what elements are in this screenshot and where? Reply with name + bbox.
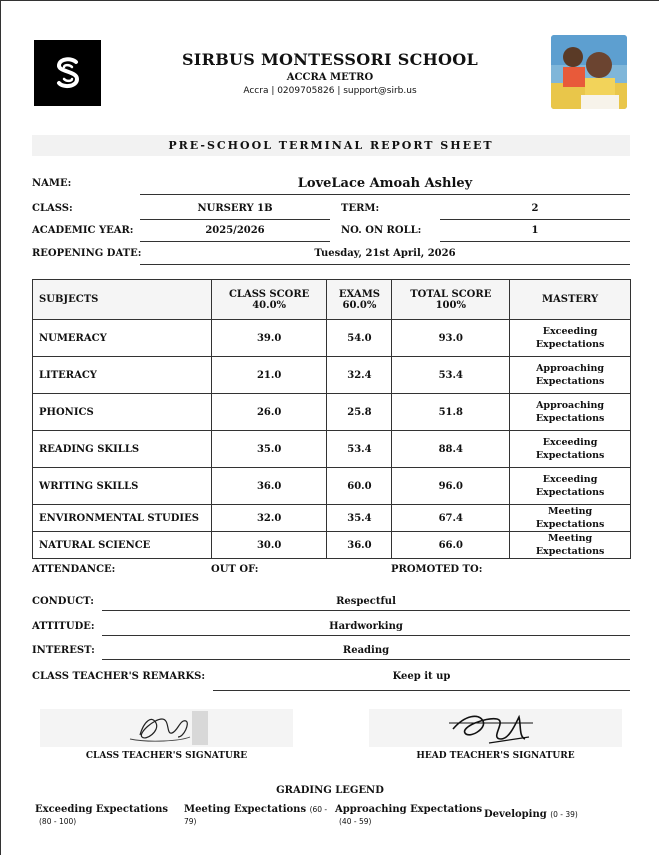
roll-underline (440, 241, 630, 242)
legend-meeting-range-b: 79) (184, 817, 197, 826)
class-score-header: CLASS SCORE 40.0% (211, 280, 327, 320)
attitude-label: ATTITUDE: (32, 621, 95, 632)
legend-exceeding: Exceeding Expectations (35, 804, 169, 815)
roll-label: NO. ON ROLL: (341, 225, 422, 236)
subject-cell: LITERACY (33, 357, 212, 394)
attendance-label: ATTENDANCE: (32, 564, 116, 575)
term-label: TERM: (341, 203, 380, 214)
mastery-header: MASTERY (510, 280, 631, 320)
subject-cell: WRITING SKILLS (33, 468, 212, 505)
class-score-cell: 21.0 (211, 357, 327, 394)
total-cell: 51.8 (392, 394, 510, 431)
total-score-header: TOTAL SCORE 100% (392, 280, 510, 320)
interest-label: INTEREST: (32, 645, 95, 656)
mastery-cell: Exceeding Expectations (510, 320, 631, 357)
legend-meeting (184, 804, 327, 815)
class-score-cell: 35.0 (211, 431, 327, 468)
student-photo (551, 35, 627, 109)
table-row (33, 505, 631, 532)
class-value: NURSERY 1B (197, 203, 273, 214)
class-score-cell: 39.0 (211, 320, 327, 357)
attitude-value: Hardworking (329, 621, 403, 632)
grading-legend-title: GRADING LEGEND (276, 785, 384, 796)
subject-cell: READING SKILLS (33, 431, 212, 468)
school-contact: Accra | 0209705826 | support@sirb.us (243, 86, 417, 96)
out-of-label: OUT OF: (211, 564, 259, 575)
head-teacher-signature-image (369, 709, 622, 747)
conduct-underline (102, 610, 630, 611)
subjects-header: SUBJECTS (33, 280, 212, 320)
roll-value: 1 (531, 225, 539, 236)
exams-cell: 35.4 (327, 505, 392, 532)
reopening-underline (140, 264, 630, 265)
name-underline (140, 194, 630, 195)
table-row (33, 532, 631, 559)
class-score-cell: 32.0 (211, 505, 327, 532)
conduct-value: Respectful (336, 596, 396, 607)
class-underline (140, 219, 330, 220)
legend-approaching-range: (40 - 59) (339, 817, 372, 826)
total-cell: 93.0 (392, 320, 510, 357)
academic-year-label: ACADEMIC YEAR: (32, 225, 134, 236)
total-cell: 66.0 (392, 532, 510, 559)
subject-cell: NATURAL SCIENCE (33, 532, 212, 559)
exams-header: EXAMS 60.0% (327, 280, 392, 320)
class-teacher-signature-label: CLASS TEACHER'S SIGNATURE (85, 751, 248, 761)
exams-cell: 54.0 (327, 320, 392, 357)
table-row (33, 357, 631, 394)
exams-cell: 53.4 (327, 431, 392, 468)
table-row (33, 320, 631, 357)
class-score-cell: 26.0 (211, 394, 327, 431)
term-value: 2 (531, 203, 539, 214)
legend-meeting-range-a: (60 - (309, 805, 328, 814)
subject-cell: NUMERACY (33, 320, 212, 357)
table-row (33, 431, 631, 468)
total-cell: 67.4 (392, 505, 510, 532)
legend-meeting-label: Meeting Expectations (184, 804, 307, 815)
grades-table (32, 279, 631, 559)
subject-cell: PHONICS (33, 394, 212, 431)
mastery-cell: Exceeding Expectations (510, 431, 631, 468)
class-score-cell: 30.0 (211, 532, 327, 559)
class-score-cell: 36.0 (211, 468, 327, 505)
promoted-to-label: PROMOTED TO: (391, 564, 483, 575)
reopening-value: Tuesday, 21st April, 2026 (314, 248, 456, 259)
student-name: LoveLace Amoah Ashley (297, 176, 473, 191)
mastery-cell: Meeting Expectations (510, 505, 631, 532)
mastery-cell: Approaching Expectations (510, 394, 631, 431)
exams-cell: 32.4 (327, 357, 392, 394)
academic-year-value: 2025/2026 (205, 225, 265, 236)
head-teacher-signature-label: HEAD TEACHER'S SIGNATURE (416, 751, 575, 761)
school-region: ACCRA METRO (286, 72, 374, 83)
interest-underline (102, 659, 630, 660)
table-header-row (33, 280, 631, 320)
legend-developing-range: (0 - 39) (550, 810, 578, 819)
remarks-value: Keep it up (392, 671, 451, 682)
academic-year-underline (140, 241, 330, 242)
mastery-cell: Approaching Expectations (510, 357, 631, 394)
term-underline (440, 219, 630, 220)
remarks-label: CLASS TEACHER'S REMARKS: (32, 671, 206, 682)
remarks-underline (213, 690, 630, 691)
name-label: NAME: (32, 178, 72, 189)
total-cell: 96.0 (392, 468, 510, 505)
report-sheet-title: PRE-SCHOOL TERMINAL REPORT SHEET (32, 135, 630, 156)
reopening-label: REOPENING DATE: (32, 248, 142, 259)
interest-value: Reading (342, 645, 390, 656)
total-cell: 53.4 (392, 357, 510, 394)
head-teacher-signature-box (369, 709, 622, 747)
exams-cell: 60.0 (327, 468, 392, 505)
mastery-cell: Meeting Expectations (510, 532, 631, 559)
table-row (33, 394, 631, 431)
subject-cell: ENVIRONMENTAL STUDIES (33, 505, 212, 532)
school-name: SIRBUS MONTESSORI SCHOOL (181, 50, 479, 69)
class-label: CLASS: (32, 203, 73, 214)
legend-developing-label: Developing (484, 809, 547, 820)
legend-approaching: Approaching Expectations (335, 804, 483, 815)
total-cell: 88.4 (392, 431, 510, 468)
exams-cell: 25.8 (327, 394, 392, 431)
class-teacher-signature-box (40, 709, 293, 747)
legend-exceeding-range: (80 - 100) (39, 817, 77, 826)
attitude-underline (102, 635, 630, 636)
mastery-cell: Exceeding Expectations (510, 468, 631, 505)
legend-developing (484, 809, 578, 820)
exams-cell: 36.0 (327, 532, 392, 559)
class-teacher-signature-image (40, 709, 293, 747)
conduct-label: CONDUCT: (32, 596, 94, 607)
table-row (33, 468, 631, 505)
